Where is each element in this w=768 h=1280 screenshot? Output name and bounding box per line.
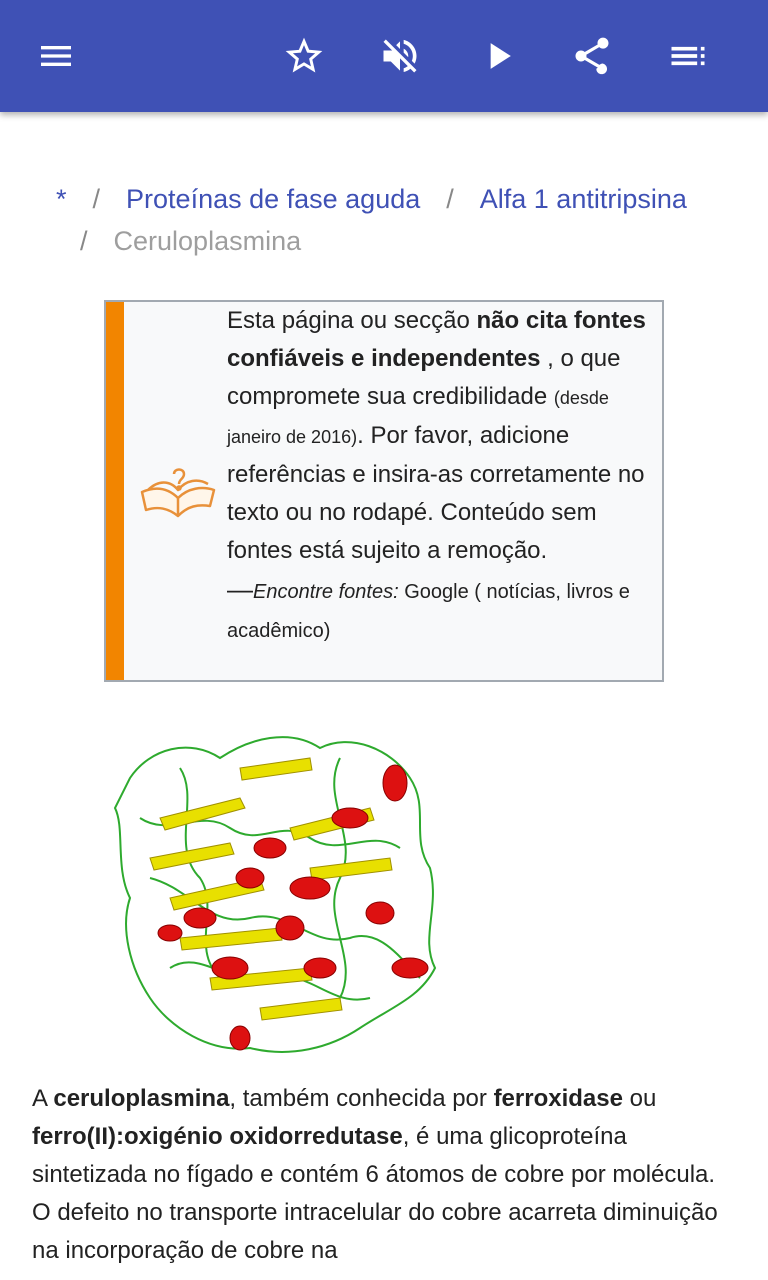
breadcrumb-root[interactable]: * bbox=[56, 184, 67, 214]
article-text: A bbox=[32, 1085, 54, 1112]
notice-bold-text: não cita fontes confiáveis e independentes bbox=[227, 307, 646, 372]
book-question-icon bbox=[138, 458, 218, 522]
breadcrumb-item-alpha1[interactable]: Alfa 1 antitripsina bbox=[479, 184, 687, 214]
mute-button[interactable] bbox=[372, 28, 428, 84]
play-button[interactable] bbox=[470, 28, 526, 84]
notice-text-part: Esta página ou secção bbox=[227, 307, 477, 334]
breadcrumb-separator: / bbox=[80, 226, 88, 256]
breadcrumb-separator: / bbox=[92, 184, 101, 214]
volume-off-icon bbox=[378, 34, 422, 78]
breadcrumb-item-acute-phase[interactable]: Proteínas de fase aguda bbox=[126, 184, 421, 214]
comma: , bbox=[555, 581, 561, 603]
breadcrumb-current: Ceruloplasmina bbox=[113, 226, 302, 256]
article-text: ou bbox=[622, 1085, 657, 1112]
favorite-button[interactable] bbox=[276, 28, 332, 84]
play-icon bbox=[476, 34, 520, 78]
contents-button[interactable] bbox=[660, 28, 716, 84]
article-term: ceruloplasmina bbox=[53, 1085, 230, 1112]
article-paragraph bbox=[32, 1080, 736, 1270]
sources-notice bbox=[104, 300, 664, 682]
notice-date: (desde janeiro de 2016) bbox=[227, 388, 609, 447]
academic-link[interactable]: acadêmico bbox=[227, 620, 324, 642]
notice-text bbox=[227, 302, 655, 650]
notice-text-part: , o que compromete sua credibilidade bbox=[227, 345, 621, 410]
menu-icon bbox=[36, 36, 76, 76]
and-text: e bbox=[613, 581, 630, 603]
list-icon bbox=[666, 34, 710, 78]
article-text: , é uma glicoproteína sintetizada no fígado e contém 6 átomos de cobre por molécula. O defeito no transporte intracelular do cobre acarreta diminuição na incorporação de cobre na bbox=[32, 1123, 718, 1264]
news-link[interactable]: notícias bbox=[480, 581, 556, 603]
breadcrumb-separator: / bbox=[446, 184, 454, 214]
article-term: ferroxidase bbox=[493, 1085, 623, 1112]
breadcrumb bbox=[56, 178, 736, 262]
google-link[interactable]: Google bbox=[398, 581, 469, 603]
find-sources-label: Encontre fontes: bbox=[253, 581, 399, 603]
notice-dash: — bbox=[227, 574, 253, 604]
share-button[interactable] bbox=[564, 28, 620, 84]
article-term: ferro(II):oxigénio oxidorredutase bbox=[32, 1123, 403, 1150]
notice-accent-bar bbox=[106, 302, 124, 680]
books-link[interactable]: livros bbox=[560, 581, 614, 603]
paren-close: ) bbox=[323, 620, 331, 642]
share-icon bbox=[570, 34, 614, 78]
article-text: , também conhecida por bbox=[229, 1085, 494, 1112]
menu-button[interactable] bbox=[28, 28, 84, 84]
paren-open: ( bbox=[468, 581, 481, 603]
notice-text-part: . Por favor, adicione referências e insira-as corretamente no texto ou no rodapé. Conteúdo sem fontes está sujeito a remoção. bbox=[227, 422, 645, 564]
find-sources-line bbox=[227, 574, 630, 642]
app-bar bbox=[0, 0, 768, 112]
star-icon bbox=[282, 34, 326, 78]
protein-structure-image[interactable] bbox=[110, 728, 444, 1060]
